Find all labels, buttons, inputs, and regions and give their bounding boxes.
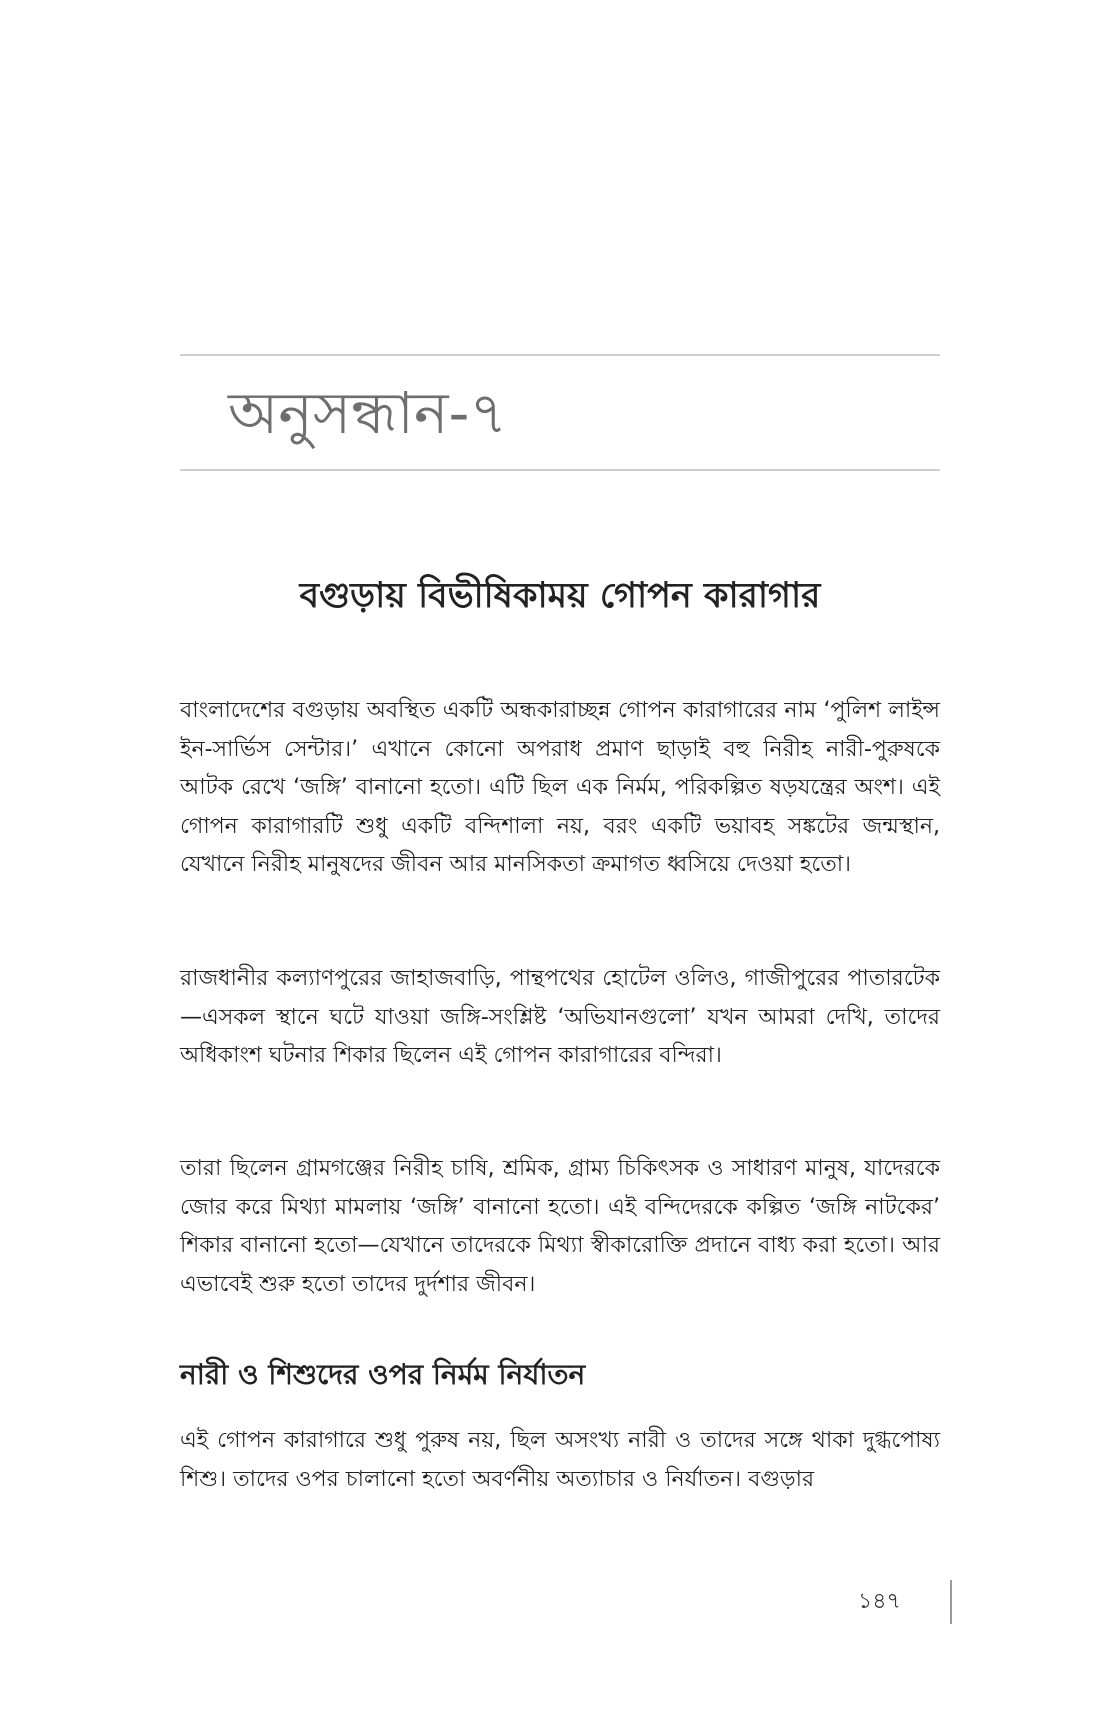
chapter-title: অনুসন্ধান-৭ [228, 379, 508, 447]
page-number-divider [950, 1580, 952, 1624]
section-heading: নারী ও শিশুদের ওপর নির্মম নির্যাতন [180, 1358, 586, 1391]
chapter-bottom-rule [180, 469, 940, 471]
chapter-top-rule [180, 354, 940, 356]
article-title: বগুড়ায় বিভীষিকাময় গোপন কারাগার [299, 576, 821, 616]
body-paragraph: রাজধানীর কল্যাণপুরের জাহাজবাড়ি, পান্থপথের হোটেল ওলিও, গাজীপুরের পাতারটেক—এসকল স্থানে ঘটে যাওয়া জঙ্গি-সংশ্লিষ্ট ‘অভিযানগুলো’ যখন আমরা দেখি, তাদের অধিকাংশ ঘটনার শিকার ছিলেন এই গোপন কারাগারের বন্দিরা। [180, 966, 940, 1068]
body-paragraph: এই গোপন কারাগারে শুধু পুরুষ নয়, ছিল অসংখ্য নারী ও তাদের সঙ্গে থাকা দুগ্ধপোষ্য শিশু। তাদের ওপর চালানো হতো অবর্ণনীয় অত্যাচার ও নির্যাতন। বগুড়ার [180, 1428, 940, 1492]
page-number: ১৪৭ [858, 1589, 901, 1614]
body-paragraph: বাংলাদেশের বগুড়ায় অবস্থিত একটি অন্ধকারাচ্ছন্ন গোপন কারাগারের নাম ‘পুলিশ লাইন্স ইন-সার্ভিস সেন্টার।’ এখানে কোনো অপরাধ প্রমাণ ছাড়াই বহু নিরীহ নারী-পুরুষকে আটক রেখে ‘জঙ্গি’ বানানো হতো। এটি ছিল এক নির্মম, পরিকল্পিত ষড়যন্ত্রের অংশ। এই গোপন কারাগারটি শুধু একটি বন্দিশালা নয়, বরং একটি ভয়াবহ সঙ্কটের জন্মস্থান, যেখানে নিরীহ মানুষদের জীবন আর মানসিকতা ক্রমাগত ধ্বসিয়ে দেওয়া হতো। [180, 698, 940, 877]
body-paragraph: তারা ছিলেন গ্রামগঞ্জের নিরীহ চাষি, শ্রমিক, গ্রাম্য চিকিৎসক ও সাধারণ মানুষ, যাদেরকে জোর করে মিথ্যা মামলায় ‘জঙ্গি’ বানানো হতো। এই বন্দিদেরকে কল্পিত ‘জঙ্গি নাটকের’ শিকার বানানো হতো—যেখানে তাদেরকে মিথ্যা স্বীকারোক্তি প্রদানে বাধ্য করা হতো। আর এভাবেই শুরু হতো তাদের দুর্দশার জীবন। [180, 1156, 940, 1297]
